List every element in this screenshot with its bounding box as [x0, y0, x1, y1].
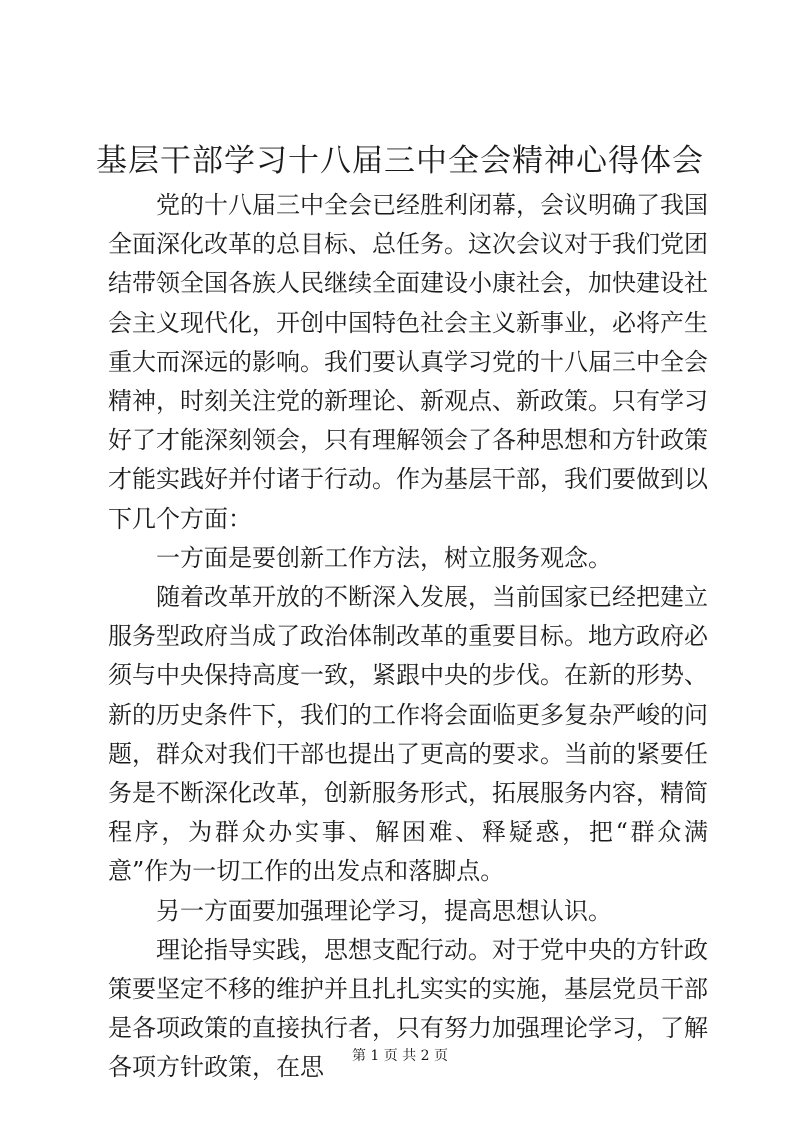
paragraph-heading-second-aspect: 另一方面要加强理论学习，提高思想认识。: [156, 896, 612, 925]
paragraph-intro: 党的十八届三中全会已经胜利闭幕，会议明确了我国全面深化改革的总目标、总任务。这次会议对于我们党团结带领全国各族人民继续全面建设小康社会，加快建设社会主义现代化，开创中国特色社会主义新事业，必将产生重大而深远的影响。我们要认真学习党的十八届三中全会精神，时刻关注党的新理论、新观点、新政策。只有学习好了才能深刻领会，只有理解领会了各种思想和方针政策才能实践好并付诸于行动。作为基层干部，我们要做到以下几个方面：: [108, 191, 708, 533]
page-number-footer: 第 1 页 共 2 页: [351, 1048, 449, 1064]
paragraph-heading-first-aspect: 一方面是要创新工作方法，树立服务观念。: [156, 543, 612, 572]
document-title: 基层干部学习十八届三中全会精神心得体会: [96, 143, 704, 179]
paragraph-service-reform: 随着改革开放的不断深入发展，当前国家已经把建立服务型政府当成了政治体制改革的重要目标。地方政府必须与中央保持高度一致，紧跟中央的步伐。在新的形势、新的历史条件下，我们的工作将会面临更多复杂严峻的问题，群众对我们干部也提出了更高的要求。当前的紧要任务是不断深化改革，创新服务形式，拓展服务内容，精简程序，为群众办实事、解困难、释疑惑，把“群众满意”作为一切工作的出发点和落脚点。: [108, 583, 708, 886]
paragraph-theory-study: 理论指导实践，思想支配行动。对于党中央的方针政策要坚定不移的维护并且扎扎实实的实施，基层党员干部是各项政策的直接执行者，只有努力加强理论学习，了解各项方针政策，在思: [108, 935, 708, 1082]
document-body: [108, 186, 708, 1088]
